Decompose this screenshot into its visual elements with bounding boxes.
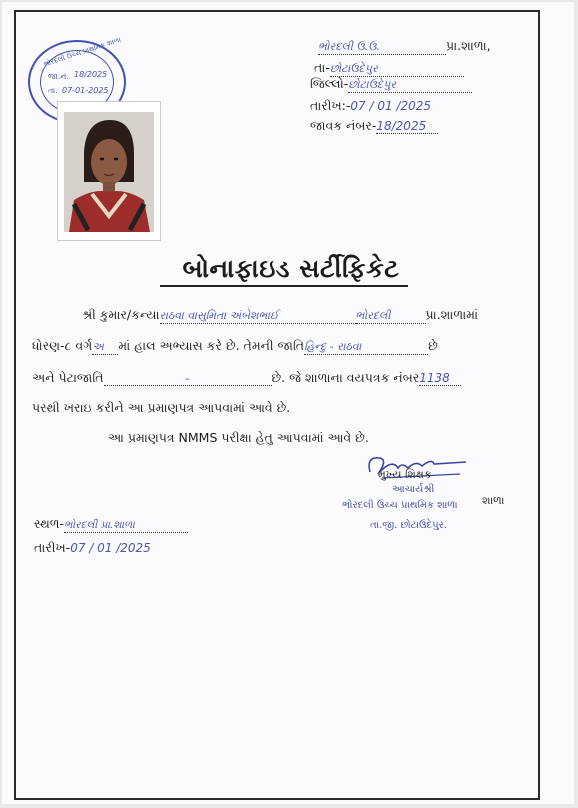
student-portrait-image xyxy=(64,112,154,232)
header-school-suffix: પ્રા.શાળા, xyxy=(446,38,491,53)
student-name: રાઠવા વાસુમિતા અંબેશભાઈ xyxy=(160,309,356,324)
line2-prefix: ધોરણ-૮ વર્ગ xyxy=(32,338,93,353)
header-outward-line xyxy=(310,118,438,134)
header-school-line xyxy=(318,38,491,55)
signature-role-stamp: આચાર્યશ્રી xyxy=(392,484,435,495)
signature-school-suffix: શાળા xyxy=(482,494,505,507)
line2-middle: માં હાલ અભ્યાસ કરે છે. તેમની જાતિ xyxy=(118,338,305,353)
header-school-name: ભોરદલી ઉ.ઉ. xyxy=(318,40,446,55)
footer-date-label: તારીખ- xyxy=(34,540,71,555)
seal-top-text: ભોરદલી ઉચ્ચ પ્રાથમિક શાળા xyxy=(42,35,122,69)
line3-prefix: અને પેટાજાતિ xyxy=(32,370,104,385)
header-taluka-label: તા- xyxy=(314,60,330,75)
signature-school-stamp: ભોરદલી ઉચ્ચ પ્રાથમિક શાળા xyxy=(342,500,458,511)
header-district-line xyxy=(310,76,472,93)
seal-date-label: તા. xyxy=(48,86,58,95)
certificate-page xyxy=(2,2,574,804)
body-line-5: આ પ્રમાણપત્ર NMMS પરીક્ષા હેતુ આપવામાં આવે છે. xyxy=(108,430,369,445)
header-date-value: 07 / 01 /2025 xyxy=(350,99,431,113)
footer-place-line xyxy=(34,516,188,533)
class-value: અ xyxy=(92,340,118,355)
certificate-title: બોનાફાઇડ સર્ટીફિકેટ xyxy=(182,254,400,283)
header-date-label: તારીખ:- xyxy=(310,98,351,113)
signature-place-stamp: તા.જી. છોટાઉદેપુર. xyxy=(370,520,447,531)
student-photo xyxy=(58,102,160,240)
header-district-value: છોટાઉદેપુર xyxy=(348,78,472,93)
subcaste-value: – xyxy=(104,372,272,386)
line3-middle: છે. જે શાળાના વયપત્રક નંબર xyxy=(271,370,420,385)
body-line-3 xyxy=(32,370,461,386)
body-line-2 xyxy=(32,338,438,355)
header-taluka-value: છોટાઉદેપુર xyxy=(330,62,464,77)
seal-number-value: 18/2025 xyxy=(74,70,108,79)
seal-date-value: 07-01-2025 xyxy=(62,86,109,95)
header-district-label: જિલ્લો- xyxy=(310,76,349,91)
footer-place-value: ભોરદલી પ્રા.શાળા xyxy=(64,519,188,533)
caste-value: હિન્દુ - રાઠવા xyxy=(304,340,428,355)
seal-number-label: જા.નં. xyxy=(48,72,69,81)
body-line-4: પરથી ખરાઇ કરીને આ પ્રમાણપત્ર આપવામાં આવે છે. xyxy=(32,400,291,415)
register-number: 1138 xyxy=(419,371,461,386)
footer-date-value: 07 / 01 /2025 xyxy=(70,541,151,555)
body-line-1 xyxy=(82,307,478,324)
line1-prefix: શ્રી કુમાર/કન્યા xyxy=(82,307,160,322)
header-outward-value: 18/2025 xyxy=(376,119,438,134)
line2-suffix: છે xyxy=(428,338,438,353)
title-underline xyxy=(160,285,408,287)
footer-date-line xyxy=(34,540,151,556)
line1-suffix: પ્રા.શાળામાં xyxy=(425,307,479,322)
header-outward-label: જાવક નંબર- xyxy=(310,118,377,133)
header-date-line xyxy=(310,98,431,114)
signature-role-print: મુખ્ય શિક્ષક xyxy=(378,468,432,481)
header-taluka-line xyxy=(314,60,464,77)
line1-school: ભોરદલી xyxy=(356,309,426,324)
footer-place-label: સ્થળ- xyxy=(34,516,65,531)
